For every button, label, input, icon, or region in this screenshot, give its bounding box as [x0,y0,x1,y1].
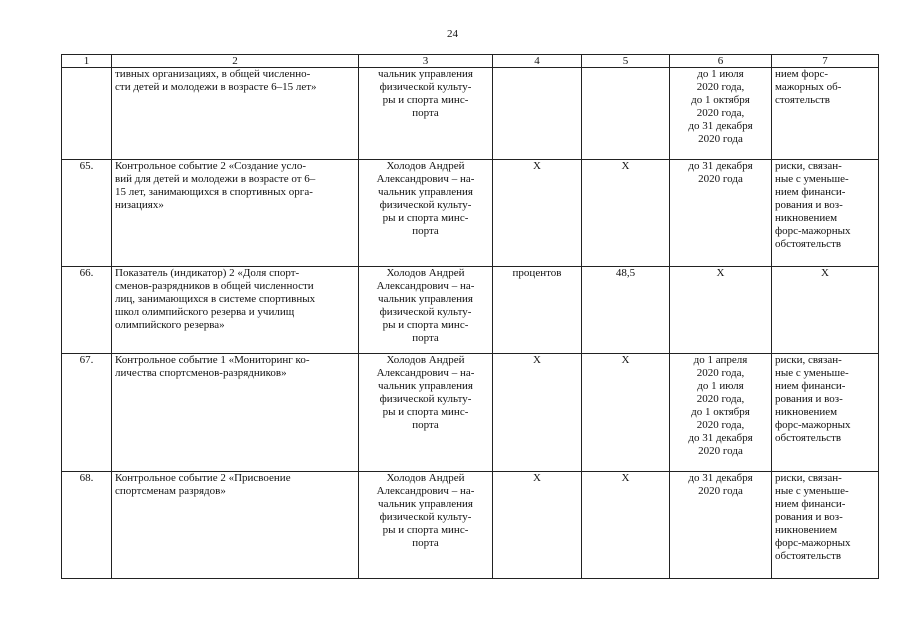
text-line: ры и спорта минс- [382,319,469,331]
row-number: 67. [62,354,112,472]
text-line: обстоятельств [775,432,842,444]
text-line: до 31 декабря [688,472,753,484]
text-line: порта [412,419,439,431]
responsible-cell [359,354,493,472]
text-line: нием форс- [775,68,829,80]
text-line: обстоятельств [775,238,842,250]
text-line: Холодов Андрей [386,472,465,484]
text-line: до 31 декабря [688,160,753,172]
text-line: 2020 года [698,173,743,185]
text-line: нием финанси- [775,186,846,198]
text-line: никновением [775,524,838,536]
deadline-cell [670,160,772,267]
text-line: чальник управления [378,380,473,392]
text-line: 2020 года, [696,81,745,93]
text-line: Холодов Андрей [386,354,465,366]
text-line: Александрович – на- [376,367,475,379]
unit-cell: Х [493,160,582,267]
text-line: риски, связан- [775,472,842,484]
text-line: порта [412,107,439,119]
text-line: 2020 года, [696,107,745,119]
table-row [62,354,879,472]
column-number: 4 [493,55,582,68]
text-line: чальник управления [378,68,473,80]
measure-name-cell [112,267,359,354]
table-row [62,160,879,267]
text-line: сменов-разрядников в общей численности [115,280,314,292]
text-line: спортсменам разрядов» [115,485,226,497]
column-number-row [62,55,879,68]
text-line: риски, связан- [775,160,842,172]
text-line: Холодов Андрей [386,267,465,279]
unit-cell: процентов [493,267,582,354]
unit-cell: Х [493,472,582,579]
text-line: рования и воз- [775,511,843,523]
text-line: Контрольное событие 2 «Присвоение [115,472,291,484]
text-line: форс-мажорных [775,419,851,431]
text-line: риски, связан- [775,354,842,366]
row-number: 65. [62,160,112,267]
text-line: нием финанси- [775,380,846,392]
text-line: ные с уменьше- [775,173,849,185]
row-number [62,68,112,160]
text-line: физической культу- [379,199,472,211]
risks-cell [772,267,879,354]
text-line: вий для детей и молодежи в возрасте от 6– [115,173,316,185]
text-line: ры и спорта минс- [382,524,469,536]
text-line: до 1 апреля [693,354,748,366]
text-line: физической культу- [379,81,472,93]
text-line: до 31 декабря [688,120,753,132]
text-line: никновением [775,212,838,224]
risks-cell [772,160,879,267]
text-line: стоятельств [775,94,830,106]
text-line: 2020 года, [696,367,745,379]
row-number: 68. [62,472,112,579]
text-line: 2020 года [698,133,743,145]
text-line: никновением [775,406,838,418]
text-line: чальник управления [378,186,473,198]
deadline-cell [670,472,772,579]
text-line: ры и спорта минс- [382,94,469,106]
measures-table [61,54,879,579]
text-line: школ олимпийского резерва и училищ [115,306,295,318]
risks-cell [772,472,879,579]
risks-cell [772,68,879,160]
column-number: 2 [112,55,359,68]
text-line: ры и спорта минс- [382,212,469,224]
risks-cell [772,354,879,472]
text-line: физической культу- [379,306,472,318]
text-line: 2020 года [698,485,743,497]
page-number: 24 [447,28,458,40]
text-line: порта [412,225,439,237]
text-line: форс-мажорных [775,537,851,549]
text-line: 2020 года, [696,419,745,431]
measure-name-cell [112,160,359,267]
text-line: олимпийского резерва» [115,319,225,331]
text-line: Х [821,267,829,279]
text-line: Контрольное событие 2 «Создание усло- [115,160,306,172]
value-cell: Х [582,472,670,579]
deadline-cell [670,68,772,160]
column-number: 1 [62,55,112,68]
text-line: 2020 года [698,445,743,457]
column-number: 7 [772,55,879,68]
value-cell: Х [582,354,670,472]
responsible-cell [359,267,493,354]
value-cell: 48,5 [582,267,670,354]
text-line: Александрович – на- [376,173,475,185]
text-line: обстоятельств [775,550,842,562]
text-line: физической культу- [379,393,472,405]
text-line: сти детей и молодежи в возрасте 6–15 лет» [115,81,317,93]
text-line: форс-мажорных [775,225,851,237]
text-line: тивных организациях, в общей численно- [115,68,311,80]
text-line: Контрольное событие 1 «Мониторинг ко- [115,354,310,366]
value-cell [582,68,670,160]
text-line: ные с уменьше- [775,485,849,497]
table-row [62,472,879,579]
text-line: порта [412,537,439,549]
text-line: нием финанси- [775,498,846,510]
text-line: личества спортсменов-разрядников» [115,367,287,379]
text-line: Холодов Андрей [386,160,465,172]
table-row [62,68,879,160]
table-row [62,267,879,354]
text-line: до 1 июля [697,68,744,80]
measure-name-cell [112,472,359,579]
text-line: до 31 декабря [688,432,753,444]
unit-cell [493,68,582,160]
text-line: лиц, занимающихся в системе спортивных [115,293,316,305]
text-line: рования и воз- [775,199,843,211]
column-number: 5 [582,55,670,68]
text-line: 15 лет, занимающихся в спортивных орга- [115,186,313,198]
responsible-cell [359,472,493,579]
responsible-cell [359,68,493,160]
text-line: порта [412,332,439,344]
deadline-cell [670,354,772,472]
text-line: ры и спорта минс- [382,406,469,418]
text-line: Показатель (индикатор) 2 «Доля спорт- [115,267,300,279]
text-line: чальник управления [378,293,473,305]
measure-name-cell [112,354,359,472]
text-line: 2020 года, [696,393,745,405]
unit-cell: Х [493,354,582,472]
text-line: мажорных об- [775,81,842,93]
deadline-cell [670,267,772,354]
text-line: Александрович – на- [376,485,475,497]
column-number: 3 [359,55,493,68]
text-line: чальник управления [378,498,473,510]
text-line: Александрович – на- [376,280,475,292]
row-number: 66. [62,267,112,354]
text-line: ные с уменьше- [775,367,849,379]
text-line: до 1 октября [691,94,750,106]
value-cell: Х [582,160,670,267]
text-line: низациях» [115,199,164,211]
text-line: до 1 октября [691,406,750,418]
text-line: Х [716,267,725,279]
responsible-cell [359,160,493,267]
text-line: до 1 июля [697,380,744,392]
text-line: рования и воз- [775,393,843,405]
text-line: физической культу- [379,511,472,523]
column-number: 6 [670,55,772,68]
measure-name-cell [112,68,359,160]
